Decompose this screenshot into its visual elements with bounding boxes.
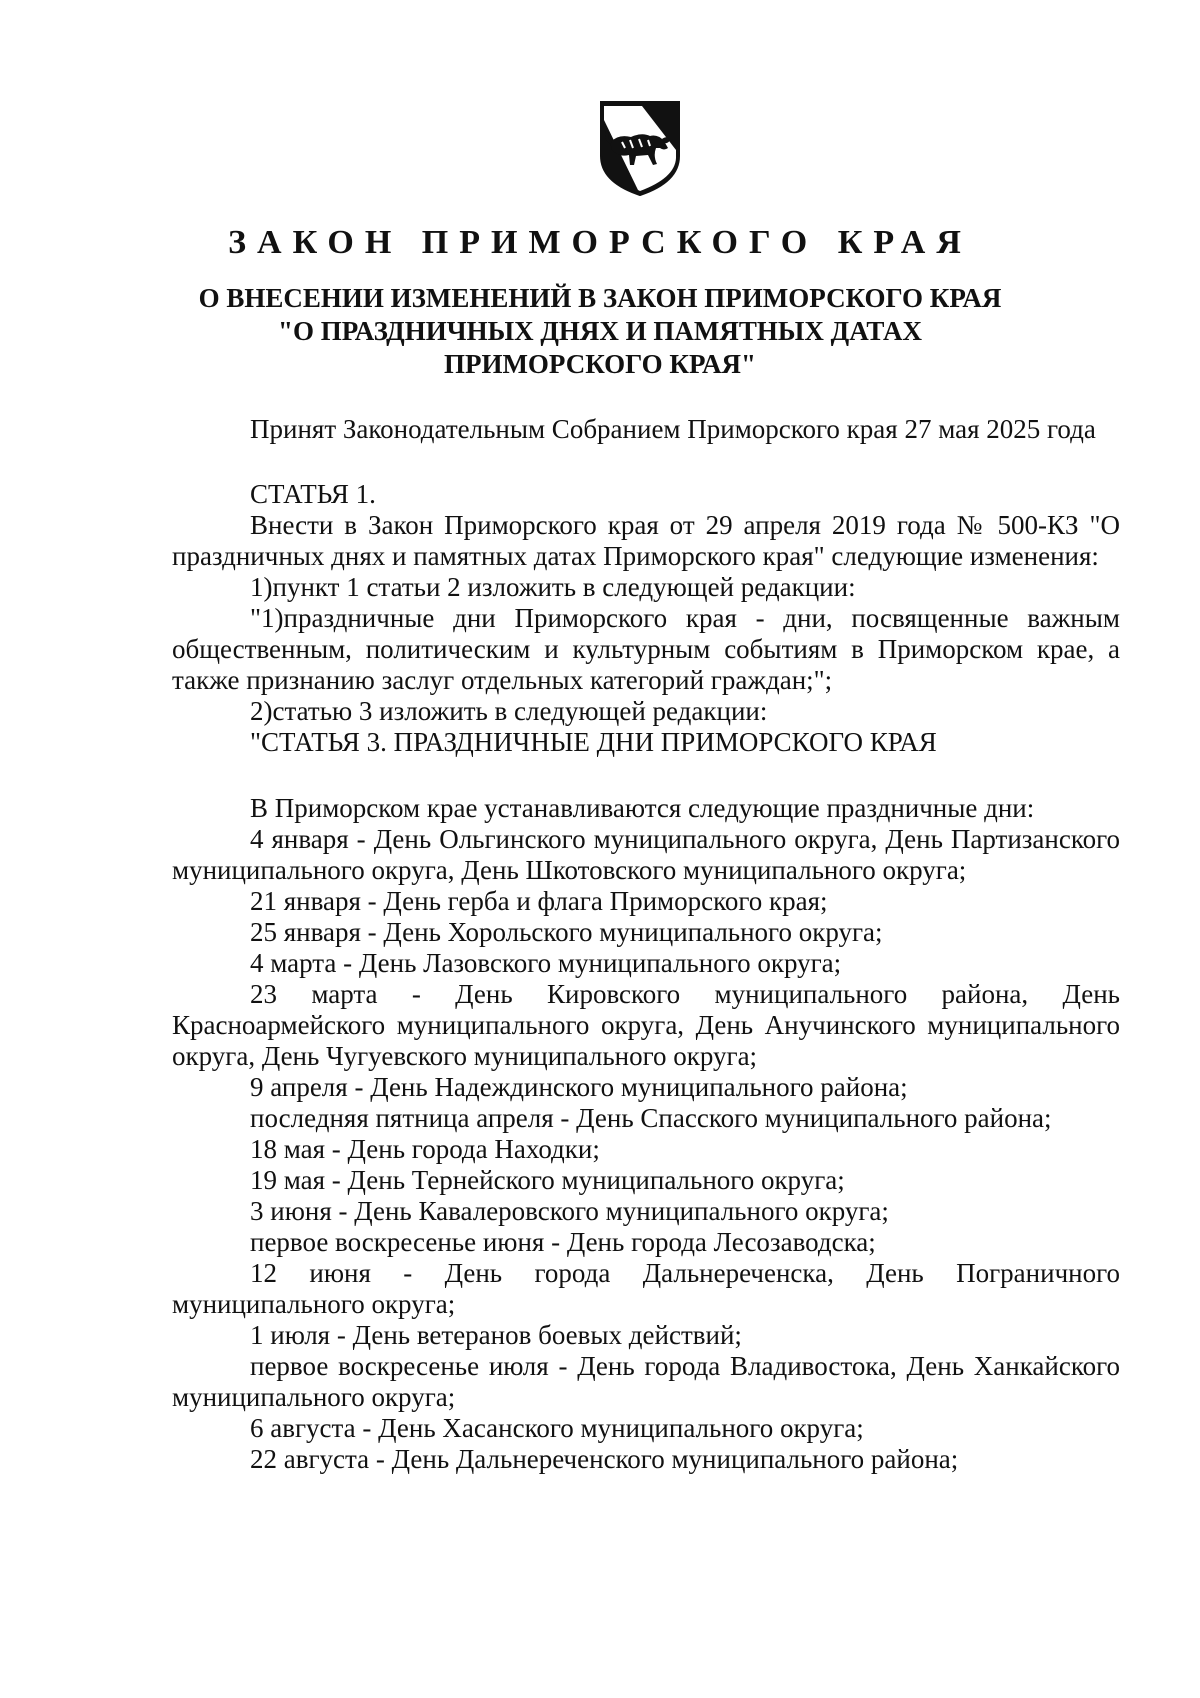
- holiday-entry: последняя пятница апреля - День Спасского муниципального района;: [250, 1103, 1052, 1133]
- holiday-entry: 22 августа - День Дальнереченского муниципального района;: [250, 1444, 959, 1474]
- holiday-entry: 4 января - День Ольгинского муниципального округа, День Партизанского муниципального округа, День Шкотовского муниципального округа;: [172, 824, 1120, 885]
- adoption-note: Принят Законодательным Собранием Приморского края 27 мая 2025 года: [250, 414, 1096, 444]
- holiday-entry: 9 апреля - День Надеждинского муниципального района;: [250, 1072, 908, 1102]
- holiday-entry: 19 мая - День Тернейского муниципального округа;: [250, 1165, 845, 1195]
- holiday-entry: 25 января - День Хорольского муниципального округа;: [250, 917, 883, 947]
- amendment-item: 1)пункт 1 статьи 2 изложить в следующей редакции:: [250, 572, 856, 602]
- holidays-intro: В Приморском крае устанавливаются следующие праздничные дни:: [250, 793, 1035, 823]
- holiday-entry: 4 марта - День Лазовского муниципального округа;: [250, 948, 842, 978]
- holiday-entry: первое воскресенье июня - День города Лесозаводска;: [250, 1227, 876, 1257]
- amendment-item: 2)статью 3 изложить в следующей редакции:: [250, 696, 768, 726]
- article3-heading: "СТАТЬЯ 3. ПРАЗДНИЧНЫЕ ДНИ ПРИМОРСКОГО КРАЯ: [250, 727, 937, 757]
- holiday-entry: 18 мая - День города Находки;: [250, 1134, 600, 1164]
- article-intro: Внести в Закон Приморского края от 29 апреля 2019 года № 500-КЗ "О праздничных днях и памятных датах Приморского края" следующие изменения:: [172, 510, 1120, 571]
- holiday-entry: 1 июля - День ветеранов боевых действий;: [250, 1320, 742, 1350]
- holiday-entry: 3 июня - День Кавалеровского муниципального округа;: [250, 1196, 889, 1226]
- article-heading: СТАТЬЯ 1.: [250, 479, 376, 509]
- holiday-entry: 21 января - День герба и флага Приморского края;: [250, 886, 828, 916]
- holiday-entry: первое воскресенье июля - День города Владивостока, День Ханкайского муниципального округа;: [172, 1351, 1120, 1412]
- coat-of-arms-icon: [598, 98, 682, 198]
- amendment-text: "1)праздничные дни Приморского края - дни, посвященные важным общественным, политическим и культурным событиям в Приморском крае, а также признанию заслуг отдельных категорий граждан;";: [172, 603, 1120, 695]
- holiday-entry: 12 июня - День города Дальнереченска, День Пограничного муниципального округа;: [172, 1258, 1120, 1319]
- document-title: ЗАКОН ПРИМОРСКОГО КРАЯ: [228, 224, 972, 261]
- subtitle-line: "О ПРАЗДНИЧНЫХ ДНЯХ И ПАМЯТНЫХ ДАТАХ: [277, 316, 923, 346]
- holiday-entry: 23 марта - День Кировского муниципального района, День Красноармейского муниципального округа, День Анучинского муниципального округа, День Чугуевского муниципального округа;: [172, 979, 1120, 1071]
- holiday-entry: 6 августа - День Хасанского муниципального округа;: [250, 1413, 864, 1443]
- document-body: [172, 414, 1120, 1475]
- document-subtitle: [0, 282, 1200, 381]
- subtitle-line: ПРИМОРСКОГО КРАЯ": [443, 349, 757, 379]
- subtitle-line: О ВНЕСЕНИИ ИЗМЕНЕНИЙ В ЗАКОН ПРИМОРСКОГО КРАЯ: [198, 283, 1002, 313]
